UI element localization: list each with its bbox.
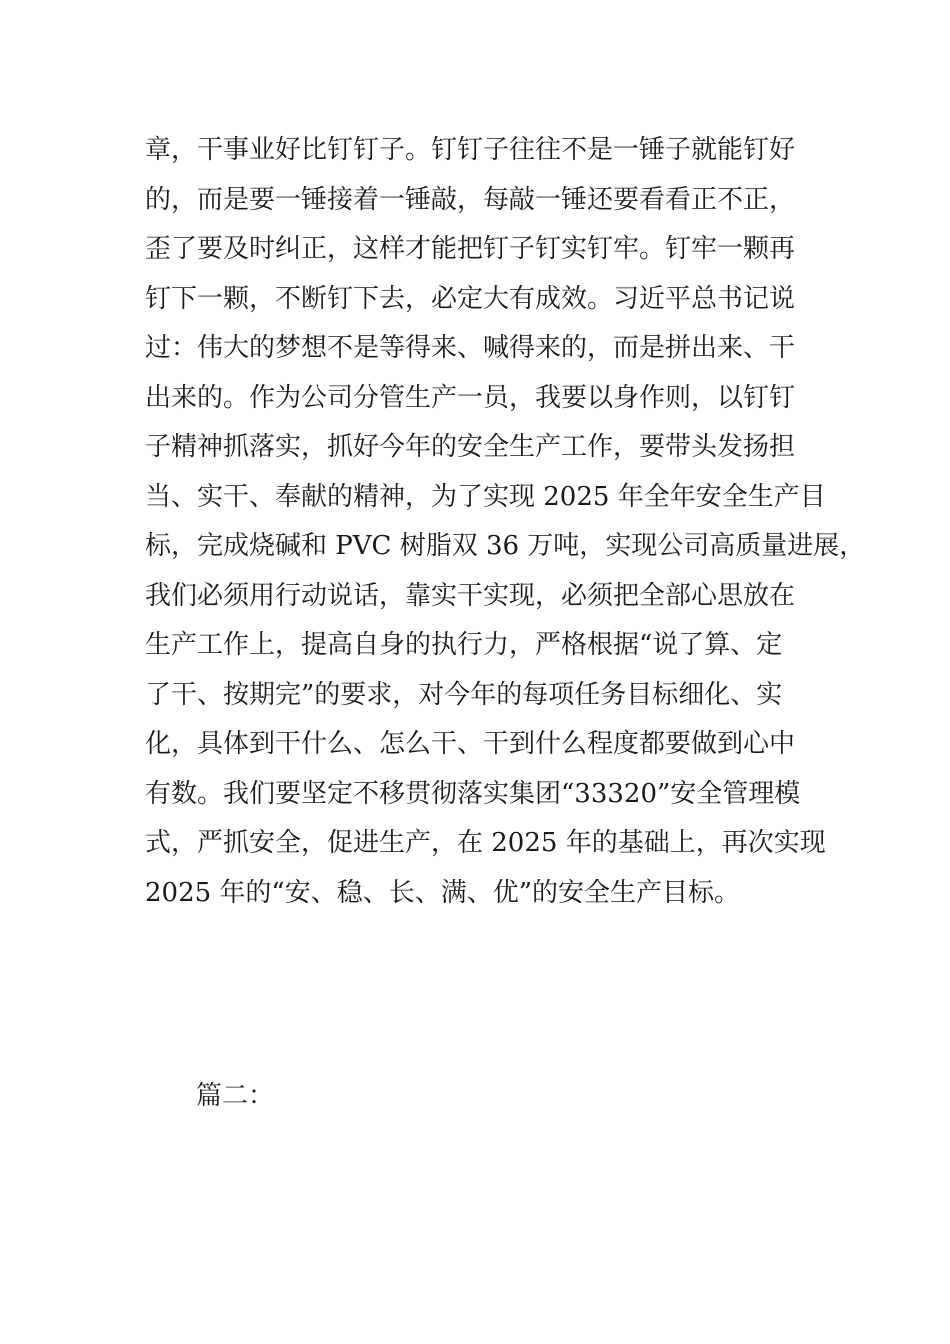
paragraph-line-14: 有数。我们要坚定不移贯彻落实集团“33320”安全管理模 <box>145 778 801 809</box>
body-paragraph <box>145 126 866 918</box>
paragraph-line-10: 我们必须用行动说话，靠实干实现，必须把全部心思放在 <box>145 580 796 611</box>
paragraph-line-13: 化，具体到干什么、怎么干、干到什么程度都要做到心中 <box>145 729 796 759</box>
paragraph-line-3: 歪了要及时纠正，这样才能把钉子钉实钉牢。钉牢一颗再 <box>145 234 796 264</box>
paragraph-line-5: 过：伟大的梦想不是等得来、喊得来的，而是拼出来、干 <box>145 333 796 363</box>
section-heading: 篇二： <box>196 1081 275 1111</box>
paragraph-line-6: 出来的。作为公司分管生产一员，我要以身作则，以钉钉 <box>145 382 796 413</box>
paragraph-line-12: 了干、按期完”的要求，对今年的每项任务目标细化、实 <box>145 679 783 710</box>
paragraph-line-4: 钉下一颗，不断钉下去，必定大有成效。习近平总书记说 <box>145 283 796 314</box>
paragraph-line-2: 的，而是要一锤接着一锤敲，每敲一锤还要看看正不正， <box>145 184 796 215</box>
paragraph-line-8: 当、实干、奉献的精神，为了实现 2025 年全年安全生产目 <box>145 481 826 512</box>
paragraph-line-7: 子精神抓落实，抓好今年的安全生产工作，要带头发扬担 <box>145 432 796 462</box>
paragraph-line-1: 章，干事业好比钉钉子。钉钉子往往不是一锤子就能钉好 <box>145 135 796 165</box>
paragraph-line-11: 生产工作上，提高自身的执行力，严格根据“说了算、定 <box>145 630 783 660</box>
paragraph-line-15: 式，严抓安全，促进生产，在 2025 年的基础上，再次实现 <box>145 828 826 858</box>
paragraph-line-9: 标，完成烧碱和 PVC 树脂双 36 万吨，实现公司高质量进展， <box>145 531 866 561</box>
paragraph-line-16: 2025 年的“安、稳、长、满、优”的安全生产目标。 <box>145 877 741 908</box>
